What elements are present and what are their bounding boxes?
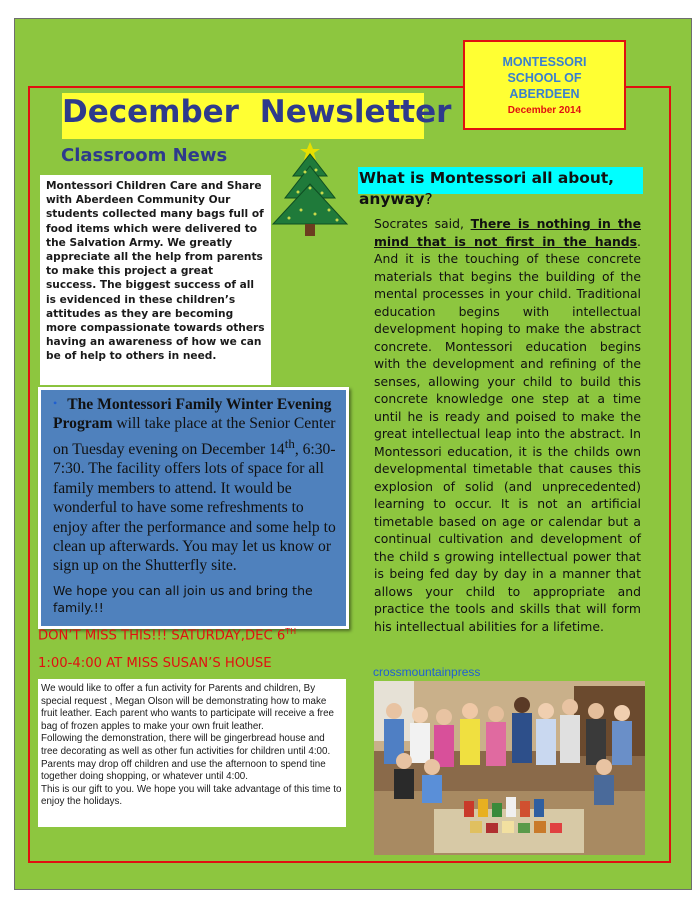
christmas-tree-icon — [265, 140, 355, 240]
event-paragraph: Following the demonstration, there will be gingerbread house and tree decorating as well as other fun activities for children until 4:00. Parents may drop off children and use the afternoon to spend tine together doing shopping, or whatever until 4:00. — [41, 733, 331, 783]
classroom-news-text: Montessori Children Care and Share with Aberdeen Community Our students collected many bags full of food items which were delivered to the Salvation Army. We greatly appreciate all the help from parents to make this project a great success. The biggest success of all is evidenced in these children’s attitudes as they are becoming more compassionate towards others having an awareness of how we can be of help to others in need. — [46, 180, 265, 363]
event-paragraph: This is our gift to you. We hope you will take advantage of this time to enjoy the holidays. — [41, 783, 342, 808]
photo-shelf — [574, 686, 645, 756]
children-with-food-donations-photo — [374, 681, 645, 855]
issue-date: December 2014 — [507, 105, 582, 116]
article-intro: Socrates said, — [374, 216, 471, 231]
montessori-heading-text: What is Montessori all about, anyway — [359, 169, 615, 208]
date-ordinal: th — [284, 435, 295, 451]
winter-program-details-a: will take place at the Senior Center on Tuesday evening on December 14 — [53, 415, 336, 458]
tree-tier-bottom — [273, 184, 347, 224]
montessori-article — [374, 215, 641, 635]
classroom-news-box — [40, 175, 271, 385]
winter-program-closing: We hope you can all join us and bring the family.!! — [53, 582, 313, 615]
winter-program-panel — [41, 390, 346, 626]
winter-program-details-b: , 6:30-7:30. The facility offers lots of space for all family members to attend. It would be wonderful to have some refreshments to enjoy after the performance and some help to clean up afterwards. You may let us know or sign up on the Shutterfly site. — [53, 441, 336, 575]
event-date-ordinal: TH — [285, 627, 297, 636]
event-date: DON’T MISS THIS!!! SATURDAY,DEC 6 — [38, 628, 286, 644]
classroom-news-heading: Classroom News — [61, 145, 228, 166]
photo-credit: crossmountainpress — [373, 665, 481, 679]
bullet-icon: • — [53, 396, 58, 410]
event-announcement — [38, 627, 296, 643]
winter-program-text — [53, 394, 339, 576]
school-name-box — [463, 40, 626, 130]
montessori-heading — [359, 168, 659, 210]
event-details-box — [38, 679, 346, 827]
montessori-heading-mark: ? — [424, 190, 433, 208]
winter-program-name: The Montessori Family Winter Evening Program — [53, 396, 332, 433]
event-paragraph: We would like to offer a fun activity for Parents and children, By special request , Megan Olson will be demonstrating how to make fruit leather. Each parent who wants to participate will receive a free bag of frozen apples to make your own fruit leather. — [41, 683, 334, 732]
newsletter-title: December Newsletter — [62, 94, 452, 130]
tree-trunk — [305, 224, 315, 236]
event-time-location: 1:00-4:00 AT MISS SUSAN’S HOUSE — [38, 656, 272, 671]
winter-program-box — [38, 387, 349, 629]
article-body: . And it is the touching of these concrete materials that begins the building of the mental processes in your child. Traditional education begins with intellectual development hoping to make the abstract concrete. Montessori education begins with the development and refining of the senses, allowing your child to build this concrete knowledge one step at a time until he is ready and poised to make the great intellectual leap into the abstract. In Montessori education, it is the childs own developmental timetable that causes this explosion of solid (and unprecedented) learning to occur. It is not an artificial timetable based on age or calendar but a continual cultivation and development of the child s growing intellectual power that is being fed day by day in a manner that allows your child to appropriate and practice the tools and skills that will form his intellectual abilities for a lifetime. — [374, 233, 641, 634]
school-name: MONTESSORI SCHOOL OF ABERDEEN — [502, 55, 587, 101]
socrates-quote: There is nothing in the mind that is not first in the hands — [374, 216, 641, 249]
